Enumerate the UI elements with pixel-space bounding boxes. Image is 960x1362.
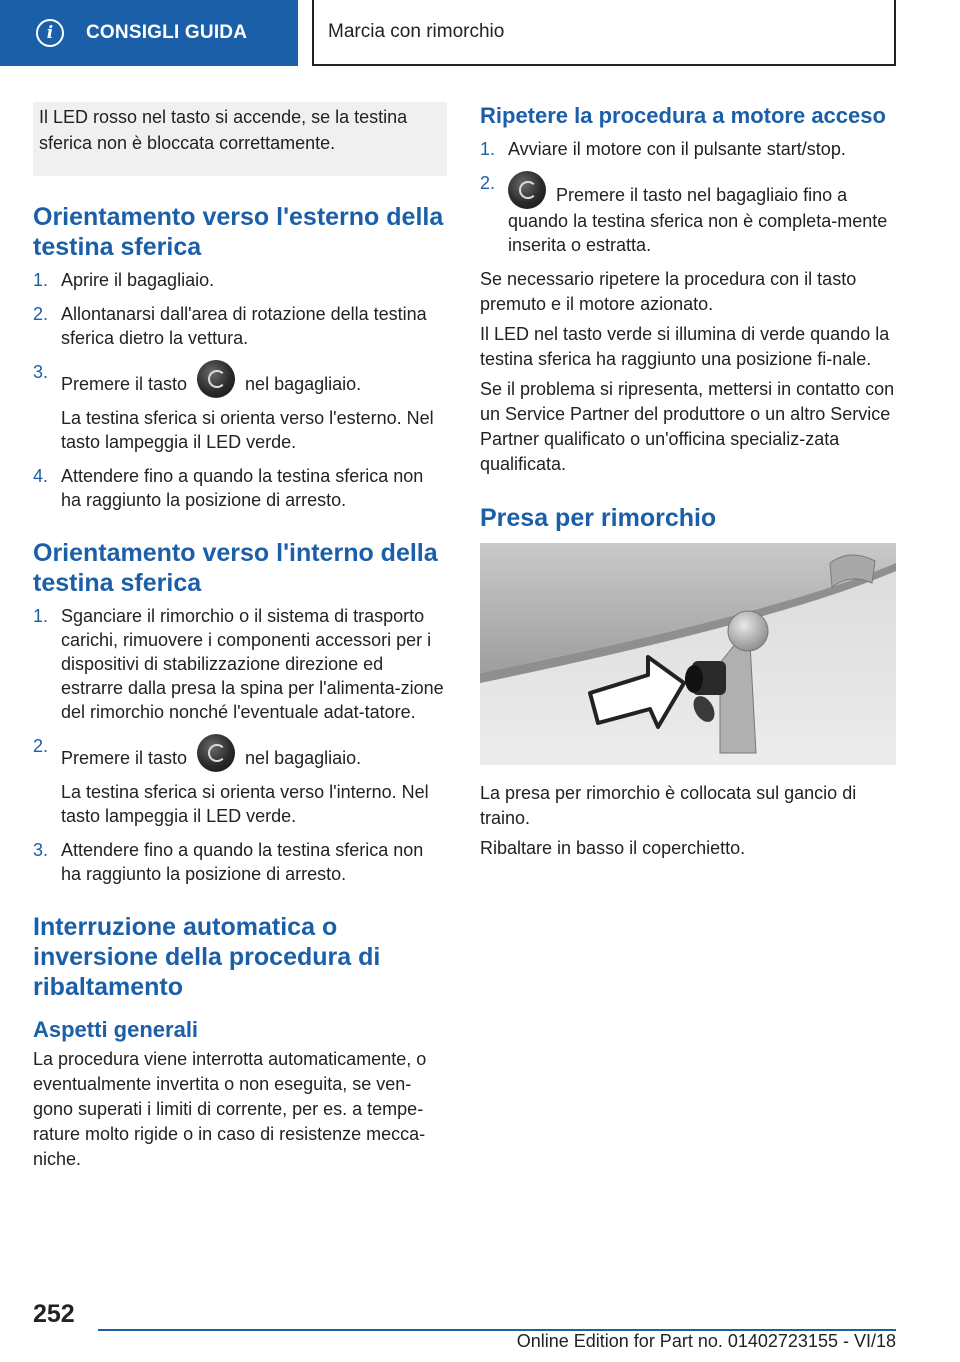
list-item: 4. Attendere fino a quando la testina sferica non ha raggiunto la posizione di arresto. — [33, 466, 424, 510]
tow-hitch-drawing — [480, 543, 896, 765]
paragraph: Se il problema si ripresenta, mettersi in contatto con un Service Partner del produttore o un altro Service Partner qualificato o un'officina specializ-zata qualificata. — [480, 379, 895, 474]
heading-inward: Orientamento verso l'interno della testina sferica — [33, 539, 438, 597]
trailer-socket-illustration — [480, 543, 896, 765]
subheading-general: Aspetti generali — [33, 1017, 199, 1042]
heading-trailer-socket: Presa per rimorchio — [480, 504, 717, 532]
paragraph: Il LED nel tasto verde si illumina di verde quando la testina sferica ha raggiunto una posizione fi-nale. — [480, 324, 890, 369]
edition-info: Online Edition for Part no. 01402723155 - VI/18 — [516, 1331, 896, 1351]
ball-head-button-icon — [197, 360, 235, 398]
page-title-text: Marcia con rimorchio — [328, 21, 505, 42]
right-column — [480, 102, 896, 866]
heading-outward: Orientamento verso l'esterno della testina sferica — [33, 203, 444, 261]
page-number: 252 — [33, 1300, 75, 1328]
ball-head-button-icon — [197, 734, 235, 772]
page-title — [312, 0, 896, 66]
heading-interruption: Interruzione automatica o inversione della procedura di ribaltamento — [33, 913, 381, 1001]
list-item: 3. Attendere fino a quando la testina sferica non ha raggiunto la posizione di arresto. — [33, 840, 424, 884]
paragraph: La presa per rimorchio è collocata sul gancio di traino. — [480, 783, 857, 828]
paragraph: Ribaltare in basso il coperchietto. — [480, 838, 746, 858]
paragraph: Se necessario ripetere la procedura con il tasto premuto e il motore azionato. — [480, 269, 857, 314]
list-item: 1. Sganciare il rimorchio o il sistema di trasporto carichi, rimuovere i componenti accessori per i dispositivi di stabilizzazione direzione ed estrarre dalla presa la spina per l'alimenta-zione del rimorchio nonché l'eventuale adat-tatore. — [33, 606, 444, 722]
steps-inward — [33, 604, 447, 886]
list-item: 1. Avviare il motore con il pulsante start/stop. — [480, 139, 846, 159]
list-item: 2. Premere il tasto nel bagagliaio. La testina sferica si orienta verso l'interno. Nel tasto lampeggia il LED verde. — [33, 736, 429, 826]
left-column — [33, 102, 447, 1177]
header-section-tab[interactable] — [0, 0, 298, 66]
general-text: La procedura viene interrotta automaticamente, o eventualmente invertita o non eseguita, se ven-gono superati i limiti di corrente, per es. a tempe-rature molto rigide o in caso di resistenze mecca-niche. — [33, 1049, 427, 1169]
note-text: Il LED rosso nel tasto si accende, se la testina sferica non è bloccata correttamente. — [39, 107, 408, 153]
note-box — [33, 102, 447, 176]
steps-repeat — [480, 137, 896, 257]
list-item: 3. Premere il tasto nel bagagliaio. La testina sferica si orienta verso l'esterno. Nel tasto lampeggia il LED verde. — [33, 362, 434, 452]
heading-repeat-procedure: Ripetere la procedura a motore acceso — [480, 103, 886, 128]
section-label: CONSIGLI GUIDA — [86, 22, 248, 43]
list-item: 2. Allontanarsi dall'area di rotazione della testina sferica dietro la vettura. — [33, 304, 427, 348]
ball-head-button-icon — [508, 171, 546, 209]
list-item: 1. Aprire il bagagliaio. — [33, 270, 215, 290]
info-icon: i — [36, 19, 64, 47]
steps-outward — [33, 268, 447, 512]
list-item: 2. Premere il tasto nel bagagliaio fino a quando la testina sferica non è completa-mente inserita o estratta. — [480, 173, 888, 255]
